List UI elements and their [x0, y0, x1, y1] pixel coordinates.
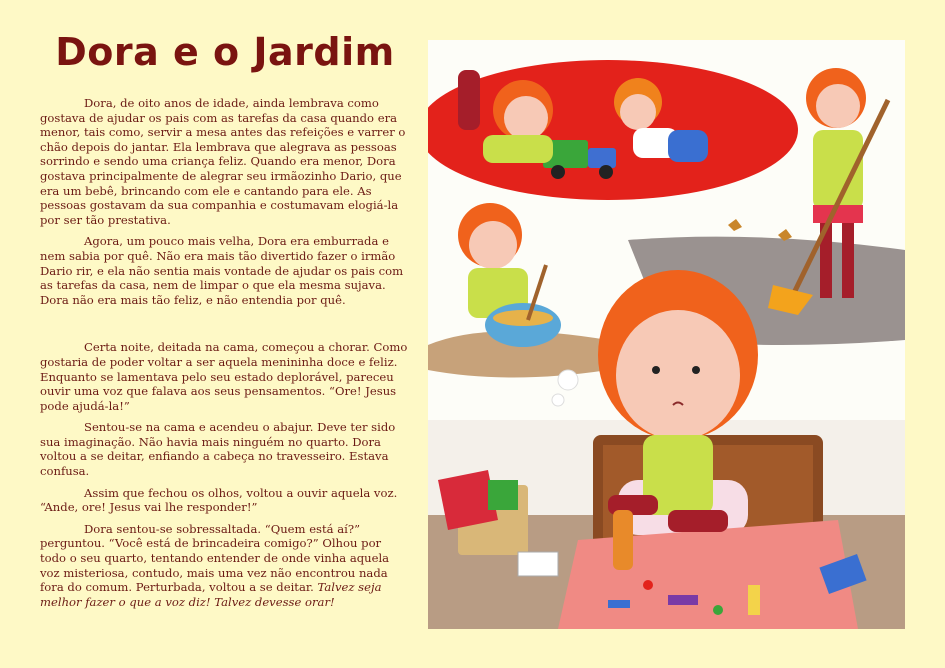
story-illustration — [428, 40, 905, 629]
illustration-svg — [428, 40, 905, 629]
paragraph-6-text: Dora sentou-se sobressaltada. “Quem está aí?” perguntou. “Você está de brincadeira comigo?” Olhou por todo o seu quarto, tentando entender de onde vinha aquela voz misteriosa, contudo, mais uma vez não encontrou nada fora do comum. Perturbada, voltou a se deitar. — [40, 521, 390, 595]
paragraph-3: Certa noite, deitada na cama, começou a chorar. Como gostaria de poder voltar a ser aquela menininha doce e feliz. Enquanto se lamentava pelo seu estado deplorável, pareceu ouvir uma voz que falava aos seus pensamentos. “Ore! Jesus pode ajudá-la!” — [40, 340, 408, 413]
paragraph-4: Sentou-se na cama e acendeu o abajur. Deve ter sido sua imaginação. Não havia mais ninguém no quarto. Dora voltou a se deitar, enfiando a cabeça no travesseiro. Estava confusa. — [40, 420, 396, 479]
paragraph-6 — [40, 522, 410, 610]
paragraph-1: Dora, de oito anos de idade, ainda lembrava como gostava de ajudar os pais com as tarefas da casa quando era menor, tais como, servir a mesa antes das refeições e varrer o chão depois do jantar. Ela lembrava que alegrava as pessoas sorrindo e sendo uma criança feliz. Quando era menor, Dora gostava principalmente de alegrar seu irmãozinho Dario, que era um bebê, brincando com ele e cantando para ele. As pessoas gostavam da sua companhia e costumavam elogiá-la por ser tão prestativa. — [40, 96, 406, 227]
page-title: Dora e o Jardim — [55, 30, 395, 74]
story-text — [40, 96, 410, 616]
paragraph-2: Agora, um pouco mais velha, Dora era emburrada e nem sabia por quê. Não era mais tão divertido fazer o irmão Dario rir, e ela não sentia mais vontade de ajudar os pais com as tarefas da casa, nem de limpar o que ela mesma sujava. Dora não era mais tão feliz, e não entendia por quê. — [40, 234, 404, 307]
memory-rug-scene — [428, 60, 798, 200]
paragraph-5: Assim que fechou os olhos, voltou a ouvir aquela voz. “Ande, ore! Jesus vai lhe responder!” — [40, 485, 398, 515]
paragraph-6-italic: Talvez seja melhor fazer o que a voz diz! Talvez devesse orar! — [40, 580, 382, 609]
